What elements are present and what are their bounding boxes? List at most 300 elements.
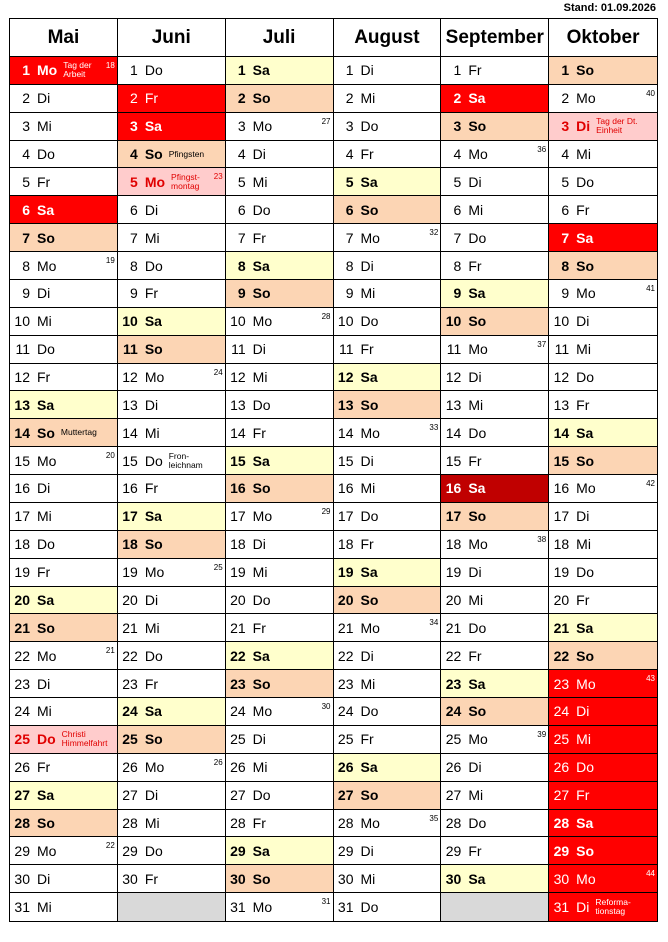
month-header: August xyxy=(334,19,441,57)
weekday-label: Sa xyxy=(252,257,270,274)
day-cell xyxy=(334,364,441,392)
day-cell xyxy=(441,865,548,893)
weekday-label: Mo xyxy=(576,870,596,887)
weekday-label: Fr xyxy=(144,90,159,107)
weekday-label: Mo xyxy=(360,424,380,441)
weekday-label: Di xyxy=(252,731,266,748)
day-cell xyxy=(549,57,657,85)
day-number: 20 xyxy=(230,591,246,608)
weekday-label: Do xyxy=(144,842,163,859)
day-number: 10 xyxy=(337,313,354,330)
day-cell xyxy=(226,113,333,141)
weekday-label: Di xyxy=(37,480,51,497)
weekday-label: Do xyxy=(360,703,379,720)
day-number: 13 xyxy=(14,396,30,413)
weekday-label: Di xyxy=(576,118,591,135)
weekday-label: Mi xyxy=(360,90,376,107)
day-cell xyxy=(549,252,657,280)
day-cell xyxy=(10,196,117,224)
week-number: 44 xyxy=(646,869,655,879)
week-number: 23 xyxy=(213,172,223,182)
day-cell xyxy=(226,642,333,670)
day-cell xyxy=(549,224,657,252)
day-cell xyxy=(334,503,441,531)
weekday-label: So xyxy=(360,787,379,804)
weekday-label: Mi xyxy=(252,759,268,776)
day-number: 30 xyxy=(337,870,354,887)
day-cell xyxy=(10,670,117,698)
day-cell xyxy=(118,85,225,113)
day-number: 12 xyxy=(230,369,246,385)
day-number: 4 xyxy=(345,146,354,163)
day-cell xyxy=(441,447,548,475)
day-number: 29 xyxy=(122,842,138,859)
weekday-label: Di xyxy=(252,536,266,553)
holiday-label: Pfingsten xyxy=(168,148,205,159)
day-number: 2 xyxy=(345,90,354,107)
day-number: 4 xyxy=(237,146,246,163)
day-number: 3 xyxy=(561,118,570,135)
month-column xyxy=(118,19,226,921)
day-number: 17 xyxy=(445,508,462,525)
month-column xyxy=(10,19,118,921)
weekday-label: Fr xyxy=(37,173,51,190)
weekday-label: Sa xyxy=(360,564,378,581)
weekday-label: Mi xyxy=(468,787,484,804)
day-cell xyxy=(334,559,441,587)
day-cell xyxy=(334,475,441,503)
weekday-label: So xyxy=(144,536,163,553)
day-number: 16 xyxy=(14,480,30,497)
day-cell xyxy=(441,196,548,224)
day-cell xyxy=(549,865,657,893)
holiday-label: Tag der Arbeit xyxy=(63,60,92,80)
day-number: 23 xyxy=(337,675,354,692)
day-number: 25 xyxy=(553,731,570,748)
day-cell xyxy=(226,168,333,196)
day-cell xyxy=(334,391,441,419)
day-cell xyxy=(226,252,333,280)
month-column xyxy=(441,19,549,921)
day-cell xyxy=(10,252,117,280)
day-cell xyxy=(226,475,333,503)
weekday-label: Do xyxy=(576,759,595,776)
weekday-label: Sa xyxy=(468,870,486,887)
day-cell xyxy=(10,726,117,754)
day-number: 28 xyxy=(553,814,570,831)
weekday-label: So xyxy=(576,452,595,469)
weekday-label: Di xyxy=(144,396,159,413)
day-number: 16 xyxy=(337,480,354,497)
day-number: 26 xyxy=(553,759,570,776)
day-number: 28 xyxy=(230,814,246,831)
day-number: 15 xyxy=(14,452,30,469)
day-number: 12 xyxy=(445,369,462,385)
weekday-label: Fr xyxy=(37,564,51,581)
day-number: 28 xyxy=(122,814,138,831)
day-cell xyxy=(441,391,548,419)
weekday-label: Di xyxy=(360,257,374,274)
weekday-label: So xyxy=(468,508,487,525)
weekday-label: Sa xyxy=(252,62,270,79)
week-number: 32 xyxy=(429,228,439,238)
month-header: September xyxy=(441,19,548,57)
day-cell xyxy=(10,447,117,475)
day-number: 19 xyxy=(553,564,570,581)
day-cell xyxy=(226,447,333,475)
weekday-label: Mo xyxy=(37,647,57,664)
day-number: 25 xyxy=(122,731,138,748)
day-number: 5 xyxy=(237,173,246,190)
day-number: 25 xyxy=(230,731,246,748)
weekday-label: Do xyxy=(468,619,487,636)
day-cell xyxy=(334,280,441,308)
day-cell xyxy=(226,893,333,921)
day-cell xyxy=(441,364,548,392)
day-number: 26 xyxy=(337,759,354,776)
day-cell xyxy=(10,57,117,85)
holiday-label: Fron- leichnam xyxy=(168,450,203,470)
day-number: 21 xyxy=(337,619,354,636)
weekday-label: Do xyxy=(468,424,487,441)
day-cell xyxy=(226,57,333,85)
day-number: 30 xyxy=(445,870,462,887)
week-number: 28 xyxy=(321,311,331,321)
day-cell xyxy=(10,754,117,782)
weekday-label: Mi xyxy=(360,480,376,497)
day-number: 24 xyxy=(230,703,246,720)
weekday-label: Di xyxy=(360,842,374,859)
day-number: 12 xyxy=(337,369,354,385)
day-number: 14 xyxy=(553,424,570,441)
weekday-label: Di xyxy=(360,452,374,469)
day-cell xyxy=(226,865,333,893)
day-cell xyxy=(226,559,333,587)
day-cell xyxy=(334,754,441,782)
day-number: 29 xyxy=(14,842,30,859)
day-cell xyxy=(118,196,225,224)
day-cell xyxy=(226,308,333,336)
day-number: 15 xyxy=(445,452,462,469)
weekday-label: Mi xyxy=(144,424,160,441)
day-cell xyxy=(226,85,333,113)
day-number: 23 xyxy=(230,675,246,692)
day-number: 7 xyxy=(453,229,462,246)
day-number: 2 xyxy=(237,90,246,107)
weekday-label: Fr xyxy=(360,536,374,553)
day-cell xyxy=(549,559,657,587)
weekday-label: Do xyxy=(360,313,379,330)
week-number: 22 xyxy=(105,841,115,851)
weekday-label: Do xyxy=(37,146,55,163)
day-number: 8 xyxy=(345,257,354,274)
weekday-label: Mo xyxy=(468,536,488,553)
day-cell xyxy=(226,837,333,865)
day-cell xyxy=(441,642,548,670)
day-cell xyxy=(334,308,441,336)
day-number: 10 xyxy=(122,313,138,330)
day-number: 10 xyxy=(445,313,462,330)
day-cell xyxy=(549,419,657,447)
empty-cell xyxy=(441,893,548,921)
weekday-label: Mi xyxy=(37,703,52,720)
day-cell xyxy=(226,531,333,559)
weekday-label: Mo xyxy=(360,814,380,831)
day-number: 24 xyxy=(553,703,570,720)
day-number: 8 xyxy=(561,257,570,274)
weekday-label: Mo xyxy=(576,90,596,107)
day-number: 25 xyxy=(14,731,30,748)
weekday-label: So xyxy=(576,842,595,859)
week-number: 18 xyxy=(105,61,115,70)
day-number: 6 xyxy=(130,201,138,218)
week-number: 33 xyxy=(429,423,439,433)
day-cell xyxy=(118,447,225,475)
weekday-label: Fr xyxy=(144,870,159,887)
week-number: 40 xyxy=(646,88,655,98)
day-number: 30 xyxy=(122,870,138,887)
day-number: 27 xyxy=(553,787,570,804)
day-number: 13 xyxy=(553,396,570,413)
day-number: 6 xyxy=(237,201,246,218)
weekday-label: Fr xyxy=(576,591,590,608)
day-cell xyxy=(226,419,333,447)
day-cell xyxy=(118,391,225,419)
day-number: 2 xyxy=(130,90,138,107)
day-number: 18 xyxy=(230,536,246,553)
weekday-label: Sa xyxy=(144,703,162,720)
day-number: 16 xyxy=(122,480,138,497)
holiday-label: Muttertag xyxy=(60,427,97,438)
day-number: 17 xyxy=(230,508,246,525)
day-cell xyxy=(549,642,657,670)
day-number: 8 xyxy=(130,257,138,274)
day-number: 24 xyxy=(122,703,138,720)
weekday-label: Sa xyxy=(360,173,378,190)
day-cell xyxy=(10,642,117,670)
weekday-label: Sa xyxy=(576,619,594,636)
week-number: 35 xyxy=(429,813,439,823)
month-header: Juni xyxy=(118,19,225,57)
weekday-label: Fr xyxy=(252,424,266,441)
weekday-label: Di xyxy=(37,90,51,107)
day-cell xyxy=(334,531,441,559)
weekday-label: So xyxy=(37,619,55,636)
day-cell xyxy=(441,698,548,726)
day-number: 11 xyxy=(338,341,354,358)
weekday-label: Di xyxy=(252,341,266,358)
week-number: 41 xyxy=(646,283,655,293)
day-cell xyxy=(10,531,117,559)
day-number: 12 xyxy=(14,369,30,385)
day-number: 28 xyxy=(14,814,30,831)
day-cell xyxy=(334,168,441,196)
day-number: 24 xyxy=(14,703,30,720)
day-number: 27 xyxy=(230,787,246,804)
weekday-label: Do xyxy=(144,647,163,664)
weekday-label: Sa xyxy=(576,814,594,831)
day-number: 7 xyxy=(561,229,570,246)
day-number: 3 xyxy=(22,118,30,135)
weekday-label: Do xyxy=(144,452,163,469)
day-number: 19 xyxy=(14,564,30,581)
weekday-label: So xyxy=(144,146,163,163)
week-number: 27 xyxy=(321,116,331,126)
day-cell xyxy=(118,726,225,754)
weekday-label: Mi xyxy=(360,870,376,887)
day-number: 6 xyxy=(345,201,354,218)
day-number: 19 xyxy=(230,564,246,581)
day-cell xyxy=(118,364,225,392)
day-number: 9 xyxy=(345,285,354,302)
week-number: 26 xyxy=(213,757,223,767)
day-cell xyxy=(549,837,657,865)
weekday-label: Di xyxy=(468,173,482,190)
weekday-label: Mi xyxy=(576,341,591,358)
day-number: 20 xyxy=(553,591,570,608)
day-cell xyxy=(118,57,225,85)
day-cell xyxy=(10,837,117,865)
day-number: 7 xyxy=(130,229,138,246)
weekday-label: Mo xyxy=(252,508,273,525)
weekday-label: Di xyxy=(37,675,51,692)
weekday-label: Mi xyxy=(468,396,484,413)
week-number: 37 xyxy=(537,339,547,349)
weekday-label: Mo xyxy=(576,480,596,497)
day-cell xyxy=(549,113,657,141)
day-number: 2 xyxy=(561,90,570,107)
week-number: 25 xyxy=(213,562,223,572)
weekday-label: Do xyxy=(468,814,487,831)
day-cell xyxy=(118,810,225,838)
day-cell xyxy=(10,865,117,893)
day-cell xyxy=(10,503,117,531)
weekday-label: Fr xyxy=(468,647,482,664)
day-number: 21 xyxy=(445,619,462,636)
day-number: 16 xyxy=(230,480,246,497)
day-number: 13 xyxy=(445,396,462,413)
weekday-label: Do xyxy=(252,591,271,608)
day-number: 6 xyxy=(453,201,462,218)
day-number: 11 xyxy=(446,341,462,358)
weekday-label: Di xyxy=(576,899,590,916)
day-cell xyxy=(10,782,117,810)
weekday-label: Mo xyxy=(252,899,273,916)
day-cell xyxy=(441,782,548,810)
week-number: 34 xyxy=(429,618,439,628)
weekday-label: Mo xyxy=(576,675,596,692)
weekday-label: So xyxy=(144,731,163,748)
week-number: 29 xyxy=(321,506,331,516)
day-cell xyxy=(226,503,333,531)
day-cell xyxy=(334,837,441,865)
weekday-label: Di xyxy=(576,313,590,330)
day-number: 11 xyxy=(123,341,138,358)
weekday-label: Fr xyxy=(252,229,266,246)
day-number: 26 xyxy=(122,759,138,776)
day-cell xyxy=(334,726,441,754)
day-cell xyxy=(441,559,548,587)
day-number: 14 xyxy=(230,424,246,441)
day-number: 3 xyxy=(453,118,462,135)
weekday-label: Fr xyxy=(360,731,374,748)
weekday-label: Mi xyxy=(37,118,52,135)
weekday-label: Do xyxy=(37,341,55,358)
day-number: 2 xyxy=(22,90,30,107)
day-number: 31 xyxy=(14,899,30,916)
day-cell xyxy=(549,280,657,308)
weekday-label: So xyxy=(37,814,55,831)
day-cell xyxy=(549,531,657,559)
month-column xyxy=(226,19,334,921)
day-cell xyxy=(334,196,441,224)
day-cell xyxy=(334,224,441,252)
weekday-label: Mi xyxy=(468,591,484,608)
day-number: 31 xyxy=(337,899,354,916)
day-number: 13 xyxy=(337,396,354,413)
weekday-label: Di xyxy=(144,201,159,218)
weekday-label: Sa xyxy=(576,229,594,246)
day-cell xyxy=(334,642,441,670)
day-cell xyxy=(10,587,117,615)
day-cell xyxy=(118,308,225,336)
month-header: Oktober xyxy=(549,19,657,57)
weekday-label: So xyxy=(252,285,271,302)
day-number: 15 xyxy=(553,452,570,469)
weekday-label: Di xyxy=(37,285,51,302)
weekday-label: Mo xyxy=(576,285,596,302)
weekday-label: So xyxy=(37,229,55,246)
day-cell xyxy=(118,419,225,447)
weekday-label: Mo xyxy=(144,369,165,385)
weekday-label: So xyxy=(576,647,595,664)
day-cell xyxy=(441,57,548,85)
weekday-label: So xyxy=(252,870,271,887)
weekday-label: Sa xyxy=(468,480,486,497)
day-number: 28 xyxy=(337,814,354,831)
day-cell xyxy=(334,141,441,169)
weekday-label: Di xyxy=(468,369,482,385)
weekday-label: So xyxy=(468,313,487,330)
day-cell xyxy=(10,113,117,141)
day-cell xyxy=(118,865,225,893)
day-number: 6 xyxy=(22,201,30,218)
day-number: 25 xyxy=(337,731,354,748)
day-cell xyxy=(549,782,657,810)
day-number: 27 xyxy=(14,787,30,804)
day-cell xyxy=(334,57,441,85)
day-number: 16 xyxy=(553,480,570,497)
day-number: 22 xyxy=(230,647,246,664)
day-cell xyxy=(334,865,441,893)
day-number: 8 xyxy=(453,257,462,274)
weekday-label: Fr xyxy=(37,759,51,776)
weekday-label: Mi xyxy=(360,285,376,302)
day-number: 20 xyxy=(337,591,354,608)
weekday-label: Do xyxy=(144,62,163,79)
day-cell xyxy=(549,810,657,838)
day-cell xyxy=(334,85,441,113)
weekday-label: Sa xyxy=(468,675,486,692)
weekday-label: Sa xyxy=(144,508,162,525)
day-number: 21 xyxy=(14,619,30,636)
weekday-label: So xyxy=(576,257,595,274)
day-cell xyxy=(226,141,333,169)
day-number: 17 xyxy=(14,508,30,525)
weekday-label: Mo xyxy=(37,62,58,79)
day-number: 31 xyxy=(230,899,246,916)
day-cell xyxy=(441,726,548,754)
